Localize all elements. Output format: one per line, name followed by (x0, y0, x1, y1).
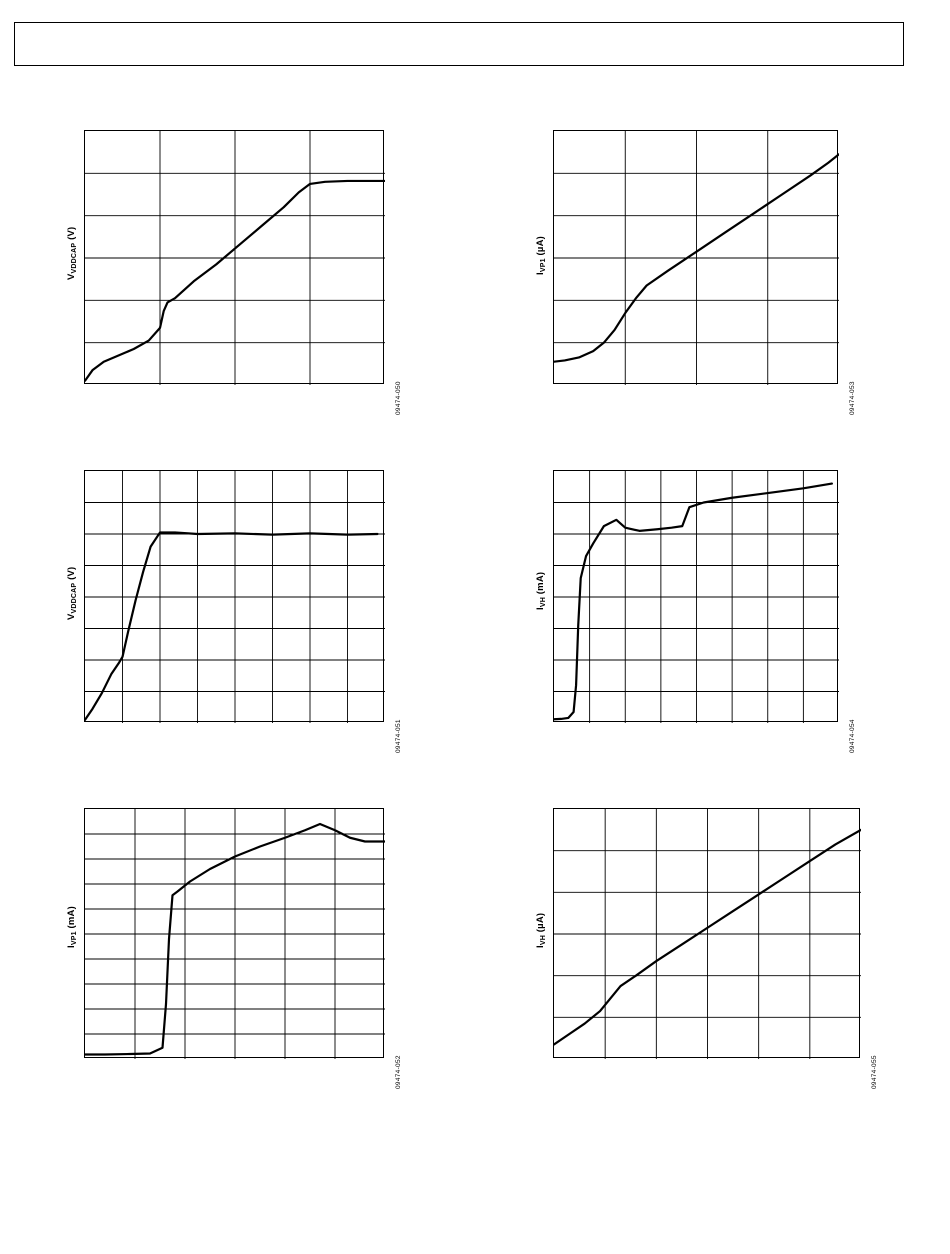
y-axis-label-main: V (66, 613, 77, 620)
y-axis-label (66, 567, 77, 620)
y-axis-label-unit: (µA) (535, 912, 546, 936)
y-axis-label-main: I (535, 272, 546, 275)
y-axis-label-main: V (66, 273, 77, 280)
figure-09474-054 (535, 470, 856, 753)
y-axis-label-unit: (mA) (66, 906, 77, 932)
y-axis-label-unit: (µA) (535, 236, 546, 259)
figure-id: 09474-052 (395, 1055, 402, 1089)
y-axis-label-main: I (535, 607, 546, 610)
figure-09474-053 (535, 130, 856, 415)
y-axis-label (535, 236, 546, 275)
plot-svg (554, 131, 839, 385)
figure-id: 09474-055 (871, 1055, 878, 1089)
plot-area (553, 130, 838, 384)
y-axis-label (535, 572, 546, 610)
y-axis-label-unit: (mA) (535, 571, 546, 598)
y-axis-label (66, 906, 77, 948)
y-axis-label-sub: VH (540, 597, 547, 608)
plot-area (553, 808, 860, 1058)
y-axis-label-main: I (535, 945, 546, 948)
plot-svg (554, 809, 861, 1059)
plot-area (553, 470, 838, 722)
y-axis-label-unit: (V) (66, 226, 77, 243)
y-axis-label-sub: VP1 (540, 258, 547, 273)
y-axis-label-sub: VDDCAP (71, 582, 78, 614)
figure-id: 09474-050 (395, 381, 402, 415)
y-axis-label (535, 913, 546, 948)
y-axis-label-sub: VH (540, 935, 547, 946)
y-axis-label-sub: VP1 (71, 931, 78, 946)
plot-area (84, 808, 384, 1058)
figure-id: 09474-053 (849, 381, 856, 415)
plot-area (84, 130, 384, 384)
plot-svg (85, 471, 385, 723)
y-axis-label (66, 227, 77, 280)
figure-id: 09474-051 (395, 719, 402, 753)
figure-09474-052 (66, 808, 402, 1089)
figure-id: 09474-054 (849, 719, 856, 753)
page-header-bar (14, 22, 904, 66)
figure-09474-051 (66, 470, 402, 753)
y-axis-label-sub: VDDCAP (71, 242, 78, 274)
y-axis-label-main: I (66, 945, 77, 948)
plot-area (84, 470, 384, 722)
figure-09474-050 (66, 130, 402, 415)
plot-svg (85, 809, 385, 1059)
y-axis-label-unit: (V) (66, 566, 77, 583)
plot-svg (554, 471, 839, 723)
figure-09474-055 (535, 808, 878, 1089)
plot-svg (85, 131, 385, 385)
